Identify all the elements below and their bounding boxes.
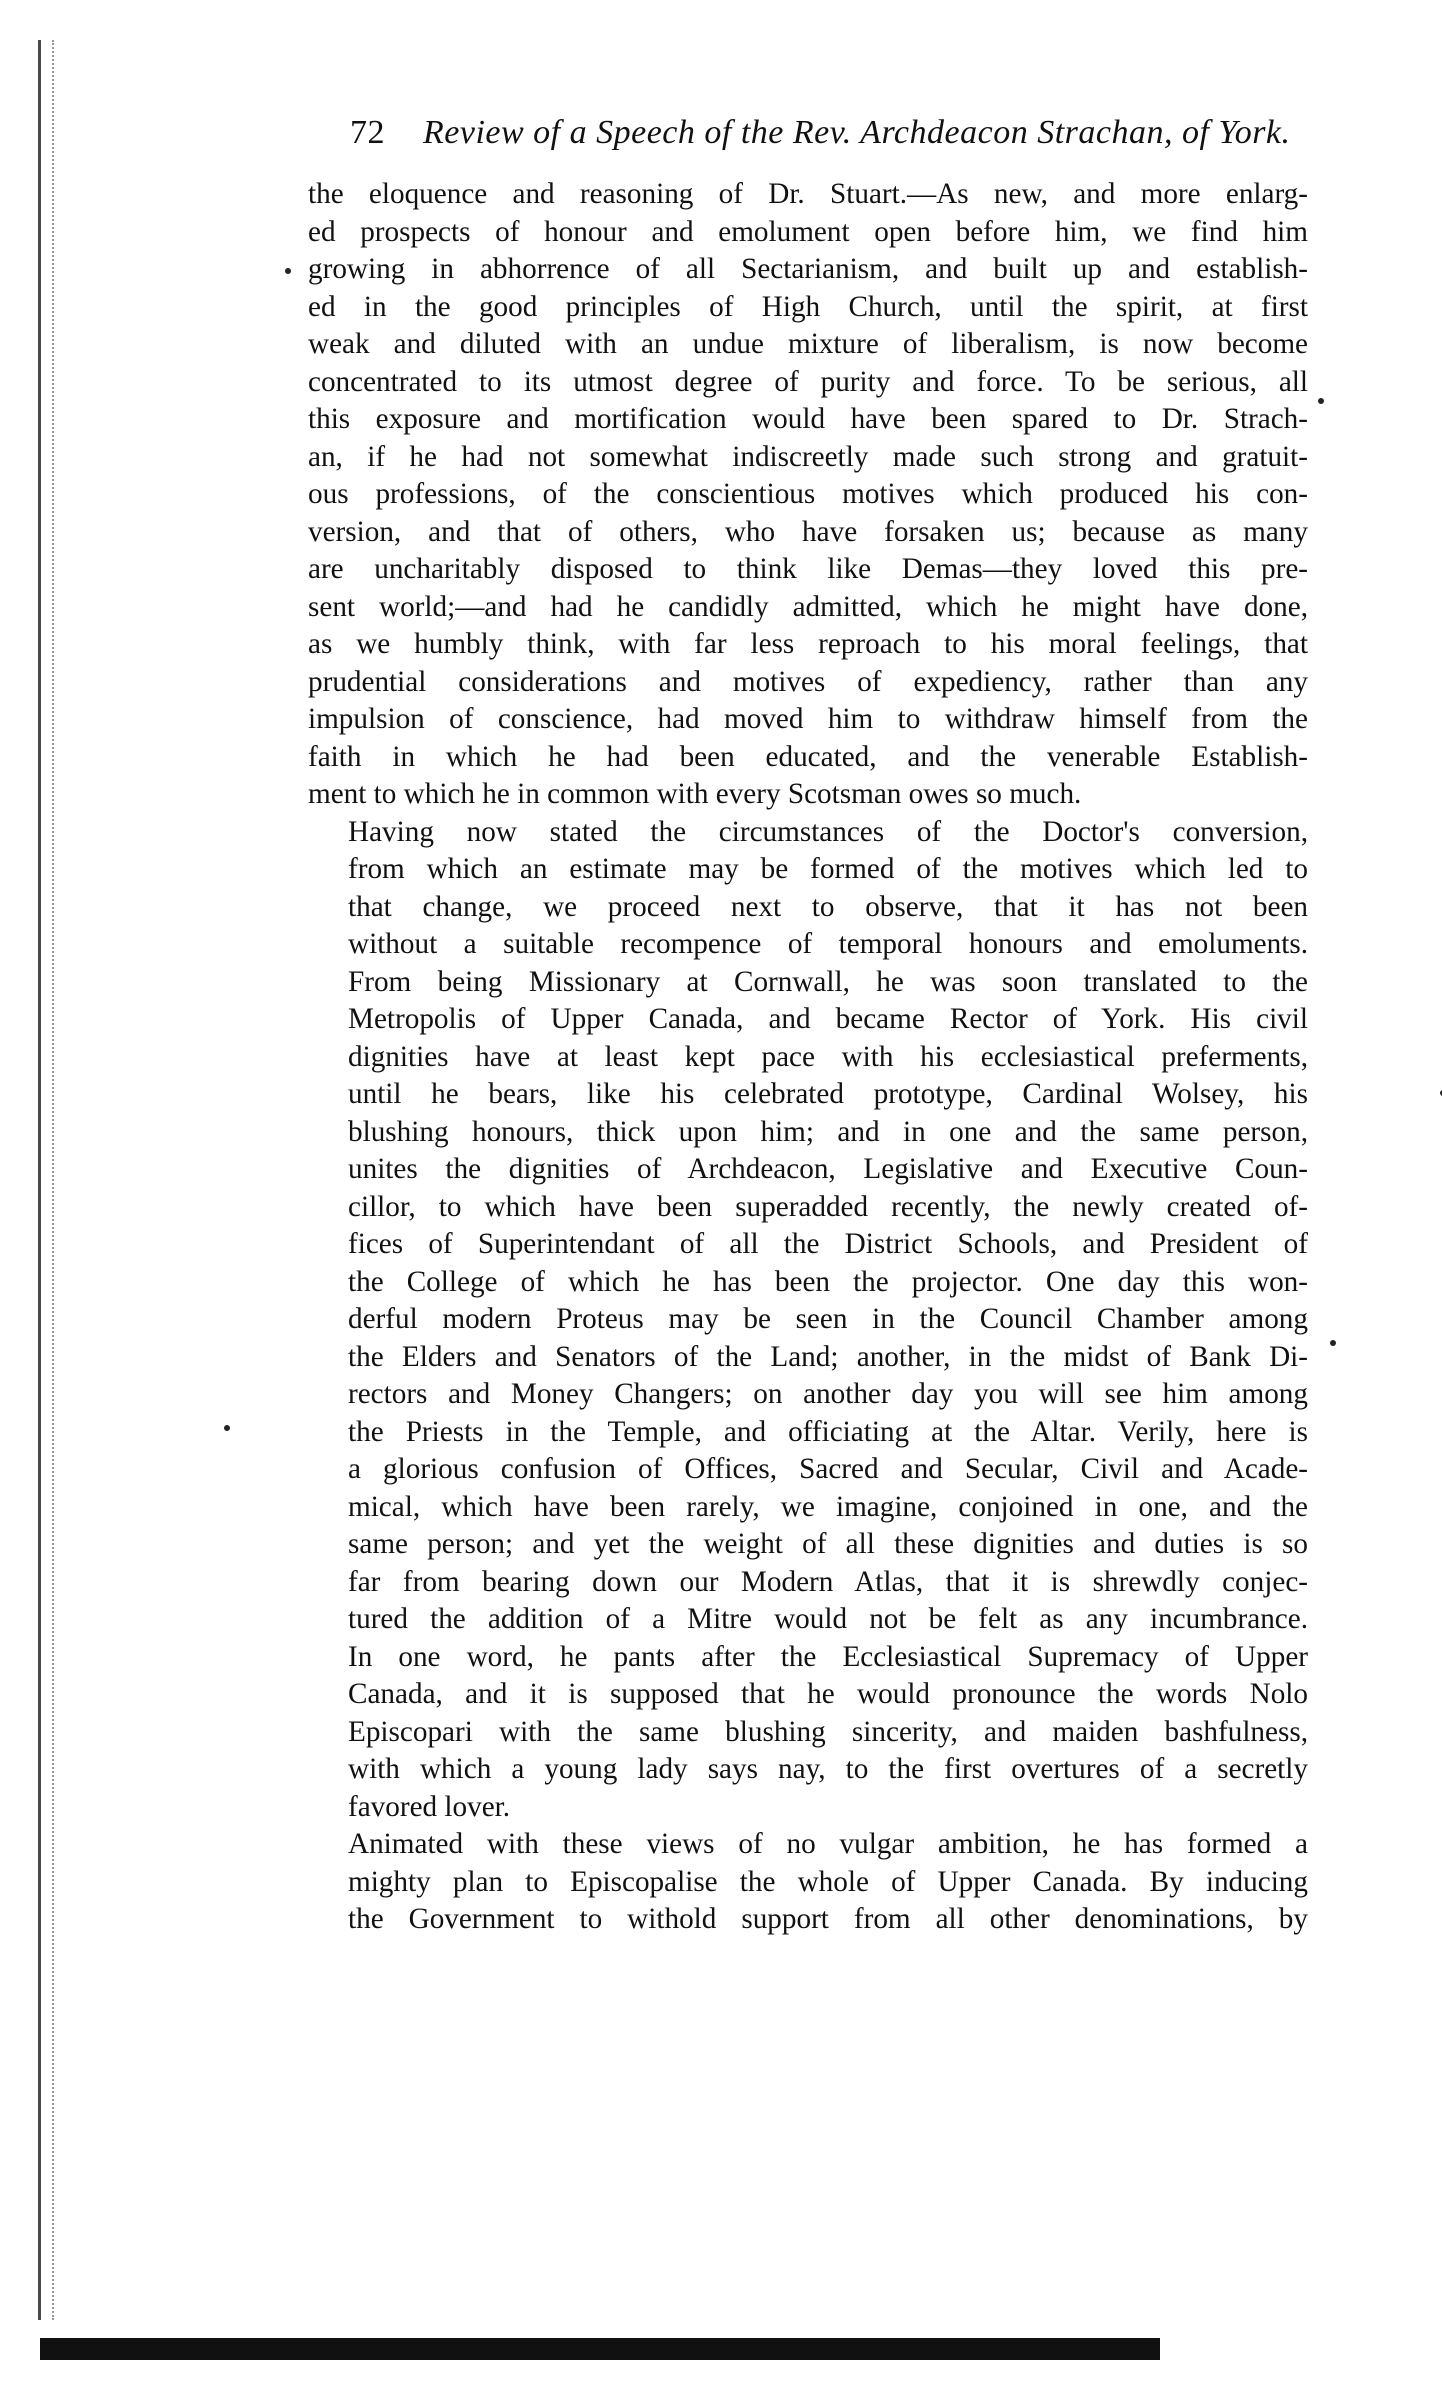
text-line: ment to which he in common with every Scotsman owes so much. [308, 778, 1082, 810]
text-line: the eloquence and reasoning of Dr. Stuart.—As new, and more enlarg- [308, 178, 1308, 210]
text-line: tured the addition of a Mitre would not be felt as any incumbrance. [348, 1603, 1308, 1635]
paragraph-2 [308, 814, 1308, 1827]
text-line: are uncharitably disposed to think like Demas—they loved this pre- [308, 553, 1308, 585]
ink-speck [285, 268, 291, 274]
text-line: the College of which he has been the projector. One day this won- [348, 1265, 1308, 1298]
text-line: ed in the good principles of High Church, until the spirit, at first [308, 290, 1308, 323]
running-head [350, 114, 1320, 152]
text-line: Canada, and it is supposed that he would pronounce the words Nolo [348, 1678, 1308, 1710]
text-line: with which a young lady says nay, to the first overtures of a secretly [348, 1753, 1308, 1785]
text-line: as we humbly think, with far less reproach to his moral feelings, that [308, 628, 1308, 660]
text-line: a glorious confusion of Offices, Sacred and Secular, Civil and Acade- [348, 1453, 1308, 1485]
text-line: derful modern Proteus may be seen in the Council Chamber among [348, 1303, 1308, 1335]
text-line: mighty plan to Episcopalise the whole of Upper Canada. By inducing [348, 1865, 1308, 1898]
text-line: until he bears, like his celebrated prototype, Cardinal Wolsey, his [348, 1078, 1308, 1110]
text-line: In one word, he pants after the Ecclesiastical Supremacy of Upper [348, 1640, 1308, 1673]
text-line: favored lover. [348, 1790, 511, 1823]
text-line: blushing honours, thick upon him; and in one and the same person, [348, 1115, 1308, 1148]
text-line: rectors and Money Changers; on another day you will see him among [348, 1378, 1308, 1410]
page-binding-shadow [52, 40, 62, 2320]
text-line: cillor, to which have been superadded recently, the newly created of- [348, 1190, 1308, 1223]
text-line: unites the dignities of Archdeacon, Legislative and Executive Coun- [348, 1153, 1308, 1185]
text-line: far from bearing down our Modern Atlas, that it is shrewdly conjec- [348, 1565, 1308, 1598]
text-line: from which an estimate may be formed of the motives which led to [348, 853, 1308, 885]
ink-speck [224, 1425, 230, 1431]
text-line: the Priests in the Temple, and officiating at the Altar. Verily, here is [348, 1415, 1308, 1448]
text-line: weak and diluted with an undue mixture of liberalism, is now become [308, 328, 1308, 360]
text-line: the Elders and Senators of the Land; another, in the midst of Bank Di- [348, 1340, 1308, 1373]
text-line: this exposure and mortification would have been spared to Dr. Strach- [308, 403, 1308, 435]
page-binding-edge [38, 40, 49, 2320]
text-line: ous professions, of the conscientious motives which produced his con- [308, 478, 1308, 510]
paragraph-3 [308, 1826, 1308, 1939]
text-line: From being Missionary at Cornwall, he was soon translated to the [348, 965, 1308, 998]
text-line: Metropolis of Upper Canada, and became Rector of York. His civil [348, 1003, 1308, 1035]
text-line: growing in abhorrence of all Sectarianism, and built up and establish- [308, 253, 1308, 285]
ink-speck [1318, 398, 1324, 404]
text-line: concentrated to its utmost degree of purity and force. To be serious, all [308, 365, 1308, 398]
text-line: an, if he had not somewhat indiscreetly made such strong and gratuit- [308, 440, 1308, 473]
paragraph-1 [308, 176, 1308, 814]
running-title: Review of a Speech of the Rev. Archdeacon Strachan, of York. [423, 114, 1291, 151]
text-line: ed prospects of honour and emolument open before him, we find him [308, 215, 1308, 248]
text-line: version, and that of others, who have forsaken us; because as many [308, 515, 1308, 548]
text-line: Animated with these views of no vulgar ambition, he has formed a [348, 1828, 1308, 1860]
text-line: that change, we proceed next to observe, that it has not been [348, 890, 1308, 923]
body-text [308, 176, 1308, 1939]
bottom-scan-bar [40, 2338, 1160, 2360]
text-line: fices of Superintendant of all the District Schools, and President of [348, 1228, 1308, 1260]
text-line: dignities have at least kept pace with his ecclesiastical preferments, [348, 1040, 1308, 1073]
text-line: sent world;—and had he candidly admitted, which he might have done, [308, 590, 1308, 623]
text-line: the Government to withold support from all other denominations, by [348, 1903, 1308, 1935]
text-line: impulsion of conscience, had moved him to withdraw himself from the [308, 703, 1308, 735]
text-line: same person; and yet the weight of all these dignities and duties is so [348, 1528, 1308, 1560]
text-line: prudential considerations and motives of expediency, rather than any [308, 665, 1308, 698]
text-line: without a suitable recompence of temporal honours and emoluments. [348, 928, 1308, 960]
page-number: 72 [350, 114, 385, 151]
ink-speck [1330, 1340, 1336, 1346]
text-line: faith in which he had been educated, and the venerable Establish- [308, 740, 1308, 773]
text-line: Having now stated the circumstances of the Doctor's conversion, [348, 815, 1308, 848]
text-line: mical, which have been rarely, we imagine, conjoined in one, and the [348, 1490, 1308, 1523]
text-line: Episcopari with the same blushing sincerity, and maiden bashfulness, [348, 1715, 1308, 1748]
